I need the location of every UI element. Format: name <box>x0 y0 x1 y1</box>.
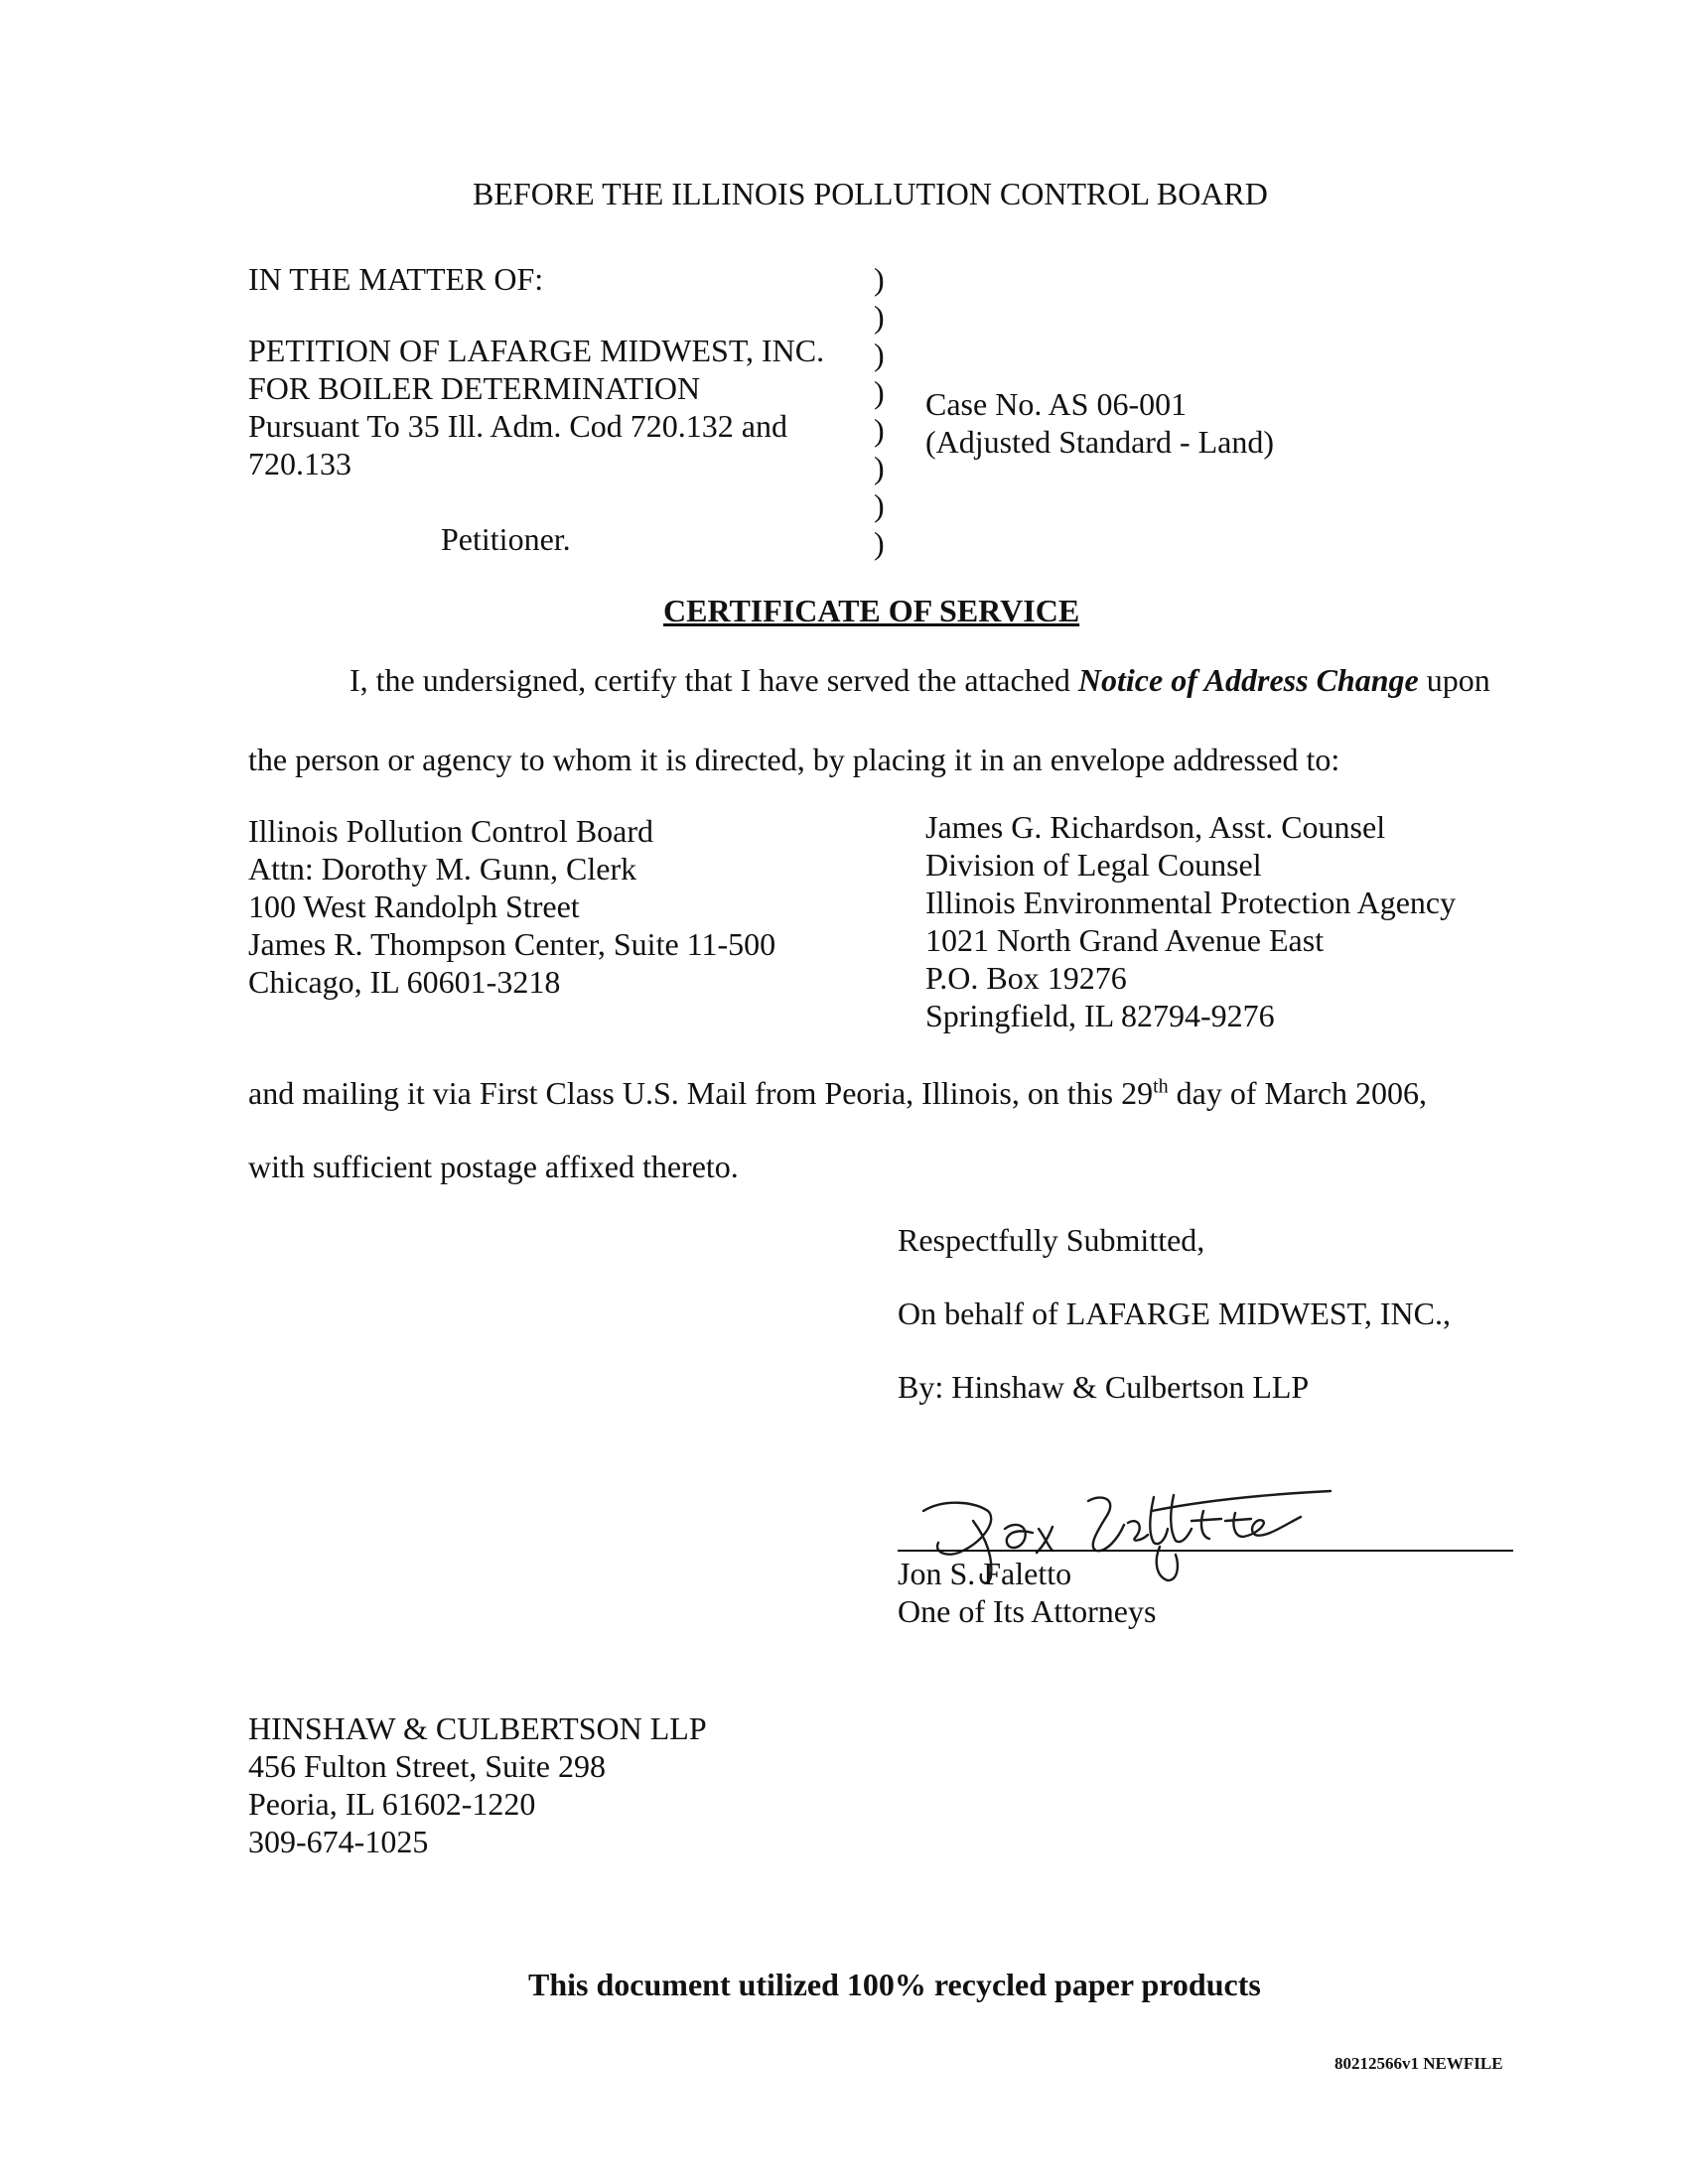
board-title: BEFORE THE ILLINOIS POLLUTION CONTROL BOARD <box>473 176 1268 211</box>
address-line: Illinois Pollution Control Board <box>248 813 654 849</box>
address-line: Division of Legal Counsel <box>925 847 1262 883</box>
mailing-text-post: day of March 2006, <box>1168 1075 1428 1111</box>
paren: ) <box>874 450 885 485</box>
certification-line-1 <box>350 661 1490 699</box>
petition-line: PETITION OF LAFARGE MIDWEST, INC. <box>248 333 825 368</box>
cert-text-pre: I, the undersigned, certify that I have served the attached <box>350 662 1078 698</box>
addressee-right <box>925 808 1456 1034</box>
address-line: Springfield, IL 82794-9276 <box>925 998 1275 1033</box>
paren: ) <box>874 261 885 297</box>
paren: ) <box>874 412 885 448</box>
certification-line-2: the person or agency to whom it is directed, by placing it in an envelope addressed to: <box>248 742 1340 777</box>
recycled-paper-note: This document utilized 100% recycled paper products <box>528 1967 1261 2002</box>
signer-role: One of Its Attorneys <box>898 1593 1157 1629</box>
on-behalf-of: On behalf of LAFARGE MIDWEST, INC., <box>898 1296 1451 1331</box>
signer-block <box>898 1555 1156 1630</box>
firm-line: 456 Fulton Street, Suite 298 <box>248 1748 606 1784</box>
cert-text-post: upon <box>1418 662 1490 698</box>
address-line: 1021 North Grand Avenue East <box>925 922 1325 958</box>
firm-line: HINSHAW & CULBERTSON LLP <box>248 1710 707 1746</box>
mailing-text-pre: and mailing it via First Class U.S. Mail from Peoria, Illinois, on this 29 <box>248 1075 1154 1111</box>
petition-line: FOR BOILER DETERMINATION <box>248 370 701 406</box>
in-the-matter-label: IN THE MATTER OF: <box>248 261 544 297</box>
mailing-line-1 <box>248 1074 1427 1112</box>
firm-address-block <box>248 1709 707 1860</box>
paren: ) <box>874 374 885 410</box>
by-firm: By: Hinshaw & Culbertson LLP <box>898 1369 1310 1405</box>
petition-line: 720.133 <box>248 446 351 481</box>
case-number: Case No. AS 06-001 <box>925 386 1188 422</box>
paren: ) <box>874 525 885 561</box>
document-id: 80212566v1 NEWFILE <box>1334 2054 1503 2073</box>
address-line: Illinois Environmental Protection Agency <box>925 885 1457 920</box>
signature-line <box>898 1550 1513 1552</box>
firm-line: 309-674-1025 <box>248 1824 429 1859</box>
paren: ) <box>874 337 885 372</box>
petitioner-label: Petitioner. <box>441 521 571 557</box>
case-block <box>925 385 1274 461</box>
address-line: Attn: Dorothy M. Gunn, Clerk <box>248 851 637 887</box>
ordinal-suffix: th <box>1153 1075 1169 1098</box>
certificate-heading: CERTIFICATE OF SERVICE <box>663 593 1080 628</box>
signer-name: Jon S. Faletto <box>898 1556 1072 1591</box>
address-line: 100 West Randolph Street <box>248 888 580 924</box>
caption-parentheses <box>874 260 885 562</box>
served-document-title: Notice of Address Change <box>1077 662 1419 698</box>
firm-line: Peoria, IL 61602-1220 <box>248 1786 536 1822</box>
petition-block <box>248 332 824 482</box>
petition-line: Pursuant To 35 Ill. Adm. Cod 720.132 and <box>248 408 787 444</box>
respectfully-submitted: Respectfully Submitted, <box>898 1222 1205 1258</box>
address-line: James R. Thompson Center, Suite 11-500 <box>248 926 776 962</box>
case-type: (Adjusted Standard - Land) <box>925 424 1275 460</box>
address-line: Chicago, IL 60601-3218 <box>248 964 561 1000</box>
address-line: P.O. Box 19276 <box>925 960 1127 996</box>
address-line: James G. Richardson, Asst. Counsel <box>925 809 1386 845</box>
paren: ) <box>874 487 885 523</box>
paren: ) <box>874 299 885 335</box>
addressee-left <box>248 812 775 1001</box>
mailing-line-2: with sufficient postage affixed thereto. <box>248 1149 739 1184</box>
